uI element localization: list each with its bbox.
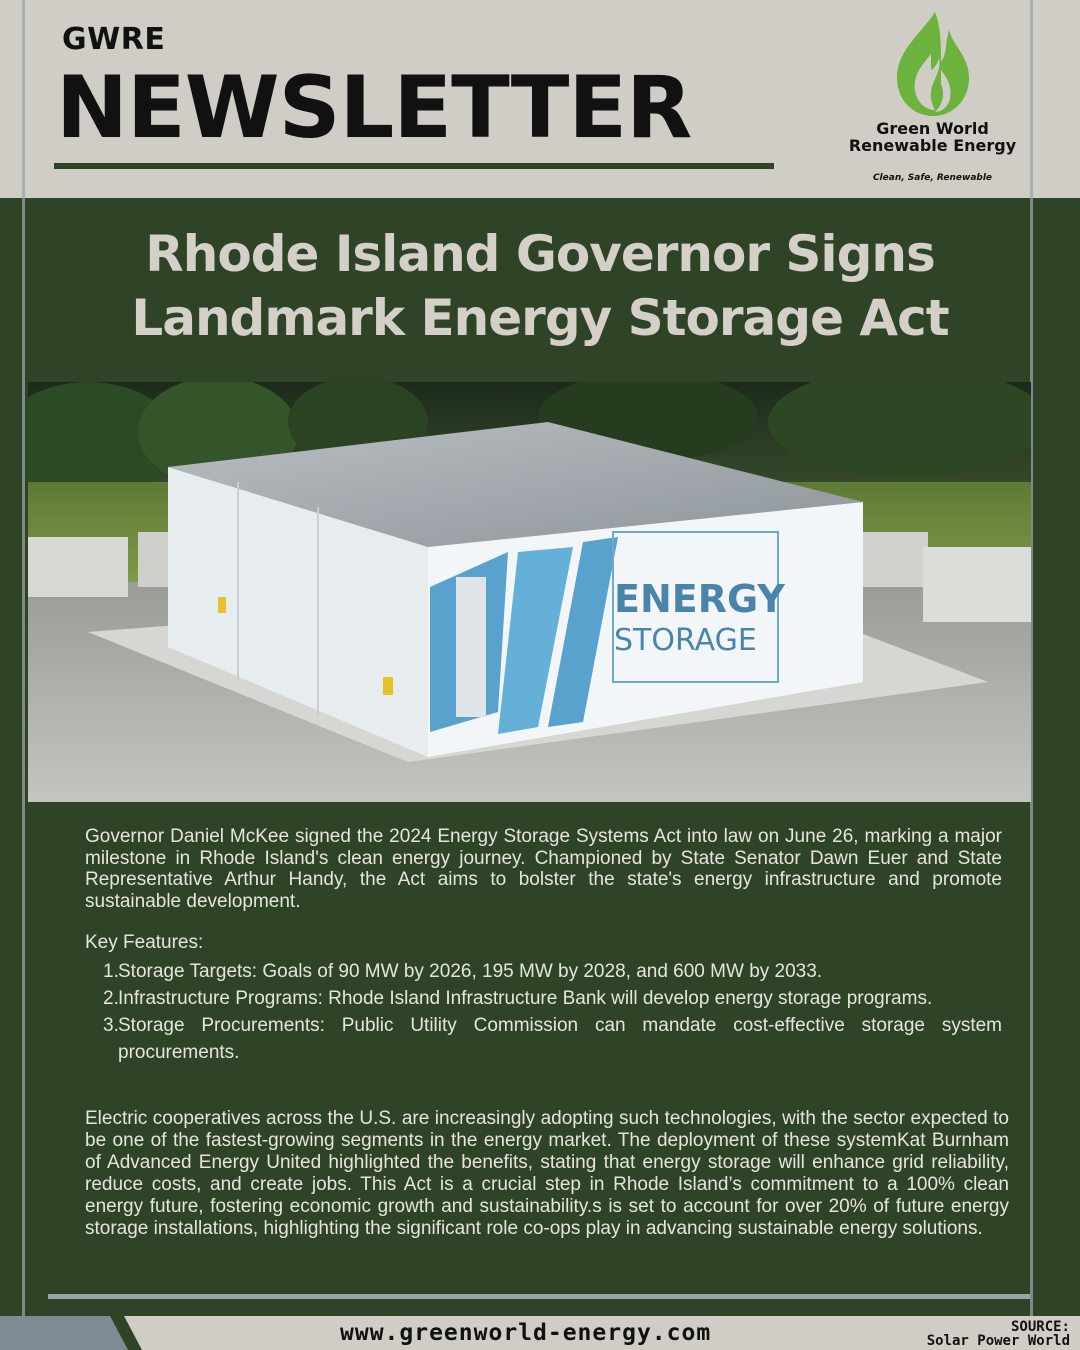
- energy-storage-container-image: [28, 382, 1031, 802]
- list-item-text: Storage Procurements: Public Utility Commission can mandate cost-effective storage system procurements.: [118, 1015, 1002, 1063]
- headline-line1: Rhode Island Governor Signs: [145, 225, 935, 283]
- newsletter-header: [0, 0, 1080, 198]
- list-item: [85, 985, 1002, 1012]
- website-link[interactable]: www.greenworld-energy.com: [340, 1320, 712, 1346]
- list-item: [85, 1012, 1002, 1066]
- list-item-number: 2.: [103, 988, 119, 1009]
- source-credit: [927, 1320, 1070, 1348]
- sign-line1: ENERGY: [614, 577, 785, 621]
- newsletter-kicker: GWRE: [62, 22, 166, 57]
- footer-accent-shape: [0, 1316, 160, 1350]
- newsletter-title: NEWSLETTER: [56, 58, 692, 158]
- sign-line2: STORAGE: [614, 623, 757, 658]
- source-name: Solar Power World: [926, 1333, 1070, 1349]
- list-item: [85, 958, 1002, 985]
- header-divider: [54, 163, 774, 169]
- logo-name: [835, 120, 1030, 154]
- source-label: SOURCE:: [1010, 1319, 1070, 1335]
- key-features-label: Key Features:: [85, 932, 204, 953]
- list-item-text: Infrastructure Programs: Rhode Island Infrastructure Bank will develop energy storage programs.: [118, 988, 933, 1009]
- key-features-list: [85, 958, 1002, 1066]
- logo-name-line2: Renewable Energy: [848, 136, 1017, 155]
- logo-name-line1: Green World: [876, 119, 989, 138]
- headline-line2: Landmark Energy Storage Act: [131, 289, 949, 347]
- list-item-text: Storage Targets: Goals of 90 MW by 2026, 195 MW by 2028, and 600 MW by 2033.: [118, 961, 823, 982]
- footer-bar: [0, 1316, 1080, 1350]
- company-logo: [835, 10, 1030, 190]
- list-item-number: 3.: [103, 1015, 119, 1036]
- logo-tagline: Clean, Safe, Renewable: [872, 173, 993, 183]
- bottom-divider: [48, 1294, 1030, 1299]
- article-headline: [40, 222, 1040, 350]
- flame-leaf-icon: [891, 10, 973, 118]
- article-closing: Electric cooperatives across the U.S. are increasingly adopting such technologies, with the sector expected to be one of the fastest-growing segments in the energy market. The deployment of these systemKat Burnham of Advanced Energy United highlighted the benefits, stating that energy storage will enhance grid reliability, reduce costs, and create jobs. This Act is a crucial step in Rhode Island’s commitment to a 100% clean energy future, fostering economic growth and sustainability.s is set to account for over 20% of future energy storage installations, highlighting the significant role co-ops play in advancing sustainable energy solutions.: [85, 1108, 1009, 1239]
- list-item-number: 1.: [103, 961, 119, 982]
- hero-image: [28, 382, 1031, 802]
- article-intro: Governor Daniel McKee signed the 2024 Energy Storage Systems Act into law on June 26, marking a major milestone in Rhode Island's clean energy journey. Championed by State Senator Dawn Euer and State Representative Arthur Handy, the Act aims to bolster the state's energy infrastructure and promote sustainable development.: [85, 826, 1002, 912]
- frame-line-left: [22, 0, 25, 1350]
